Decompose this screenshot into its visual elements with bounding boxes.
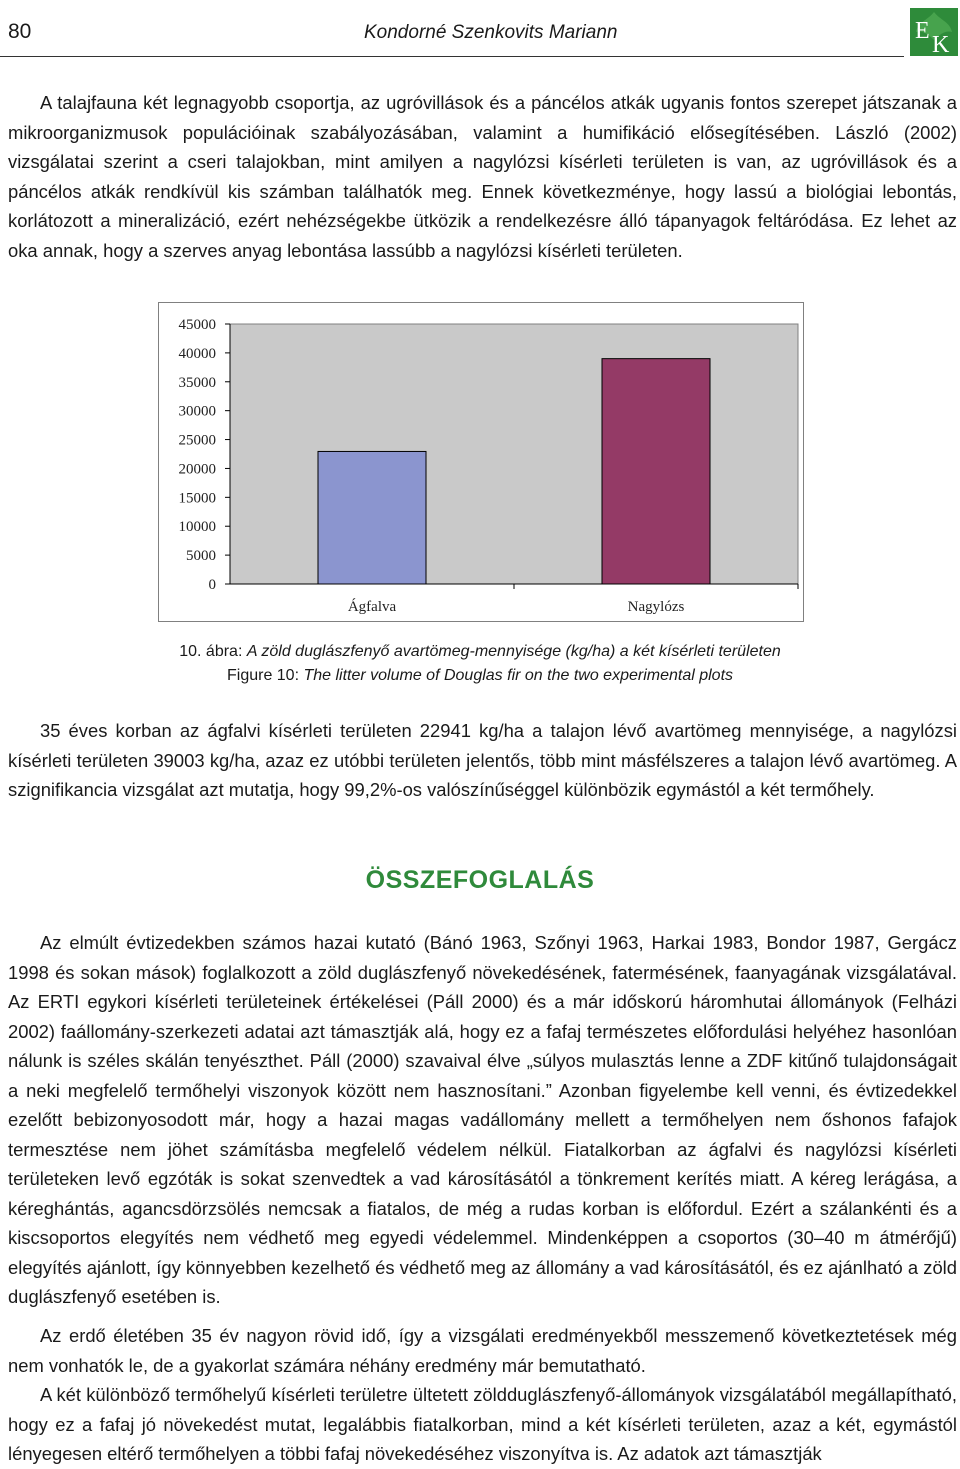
caption-hu-text: A zöld duglászfenyő avartömeg-mennyisége (kg/ha) a két kísérleti területen (246, 643, 781, 660)
x-tick-label: Ágfalva (347, 599, 397, 615)
y-tick-label: 45000 (178, 317, 216, 333)
section-title: ÖSSZEFOGLALÁS (365, 866, 595, 894)
paragraph-1: A talajfauna két legnagyobb csoportja, az ugróvillások és a páncélos atkák ugyanis fontos szerepet játszanak a mikroorganizmusok populációinak szabályozásában, valamint a humifikáció elősegítésében. László (2002) vizsgálatai szerint a cseri talajokban, mint amilyen a nagylózsi kísérleti területen is van, az ugróvillások és a páncélos atkák rendkívül kis számban találhatók meg. Ennek következménye, hogy lassú a biológiai lebontás, korlátozott a mineralizáció, ezért nehézségekbe ütközik a rendelkezésre álló tápanyagok feltáródása. Ez lehet az oka annak, hogy a szerves anyag lebontása lassúbb a nagylózsi kísérleti területen. (8, 92, 957, 261)
figure-caption-hu (0, 643, 960, 661)
caption-en-prefix: Figure 10: (226, 667, 304, 684)
y-tick-label: 15000 (178, 490, 216, 507)
y-tick-label: 0 (208, 577, 216, 593)
bar (602, 359, 710, 584)
svg-text:E: E (915, 18, 930, 44)
page-number: 80 (8, 20, 32, 43)
y-tick-label: 40000 (178, 345, 216, 362)
header-rule (0, 56, 904, 57)
x-tick-label: Nagylózs (627, 599, 685, 615)
y-tick-label: 10000 (178, 519, 216, 536)
figure-caption-en (0, 667, 960, 685)
y-tick-label: 30000 (178, 403, 216, 420)
paragraph-5: A két különböző termőhelyű kísérleti területre ültetett zöldduglászfenyő-állományok vizsgálatából megállapítható, hogy ez a fafaj jó növekedést mutat, legalábbis fiatalkorban, mind a két kísérleti területen, azaz a két, egymástól lényegesen eltérő termőhelyen a többi fafaj növekedéséhez viszonyítva is. Az adatok azt támasztják (8, 1384, 957, 1464)
y-tick-label: 25000 (178, 432, 216, 449)
page-header (0, 0, 960, 62)
y-tick-label: 5000 (186, 548, 216, 565)
litter-volume-chart (158, 302, 804, 622)
caption-hu-prefix: 10. ábra: (179, 643, 247, 660)
paragraph-3: Az elmúlt évtizedekben számos hazai kutató (Bánó 1963, Szőnyi 1963, Harkai 1983, Bondor 1987, Gergácz 1998 és sokan mások) foglalkozott a zöld duglászfenyő növekedésének, fatermésének, faanyagának vizsgálatával. Az ERTI egykori kísérleti területeinek értékelései (Páll 2000) és a már időskorú háromhutai állományok (Felházi 2002) faállomány-szerkezeti adatai azt támasztják alá, hogy ez a fafaj természetes előfordulási helyéhez hasonlóan nálunk is széles skálán tenyészthet. Páll (2000) szavaival élve „súlyos mulasztás lenne a ZDF kitűnő tulajdonságait a neki megfelelő termőhelyi viszonyok között nem hasznosítani.” Azonban figyelembe kell venni, és évtizedekkel ezelőtt bebizonyosodott már, hogy a hazai magas vadállomány mellett a termőhelyen nem őshonos fafajok termesztése nem jöhet számításba megfelelő védelem nélkül. Fiatalkorban az ágfalvi és nagylózsi kísérleti területeken levő egzóták is sokat szenvedtek a vad károsításától a tönkrement kerítés miatt. A kéreg lerágása, a kéreghántás, agancsdörzsölés nemcsak a fiatalos, de még a rudas korban is előfordul. Ezért a szálankénti és a kiscsoportos elegyítés nem védhető meg egyedi védelemmel. Mindenképpen a csoportos (30–40 m átmérőjű) elegyítés ajánlott, így könnyebben kezelhető és védhető meg az állomány a vad károsításától, és ez ajánlható a zöld duglászfenyő esetében is. (8, 932, 957, 1307)
y-tick-label: 20000 (178, 461, 216, 478)
paragraph-4: Az erdő életében 35 év nagyon rövid idő, így a vizsgálati eredményekből messzemenő következtetések még nem vonhatók le, de a gyakorlat számára néhány eredmény már bemutatható. (8, 1325, 957, 1376)
journal-logo (910, 8, 958, 56)
running-head: Kondorné Szenkovits Mariann (364, 22, 618, 43)
caption-en-text: The litter volume of Douglas fir on the two experimental plots (303, 667, 734, 684)
svg-text:K: K (932, 32, 950, 56)
y-tick-label: 35000 (178, 374, 216, 391)
bar (318, 451, 426, 584)
paragraph-2: 35 éves korban az ágfalvi kísérleti területen 22941 kg/ha a talajon lévő avartömeg mennyisége, a nagylózsi kísérleti területen 39003 kg/ha, azaz ez utóbbi területen jelentős, több mint másfélszeres a talajon lévő avartömeg. A szignifikancia vizsgálat azt mutatja, hogy 99,2%-os valószínűséggel különbözik egymástól a két termőhely. (8, 720, 957, 800)
plot-area (230, 324, 798, 584)
chart-svg (158, 302, 804, 622)
